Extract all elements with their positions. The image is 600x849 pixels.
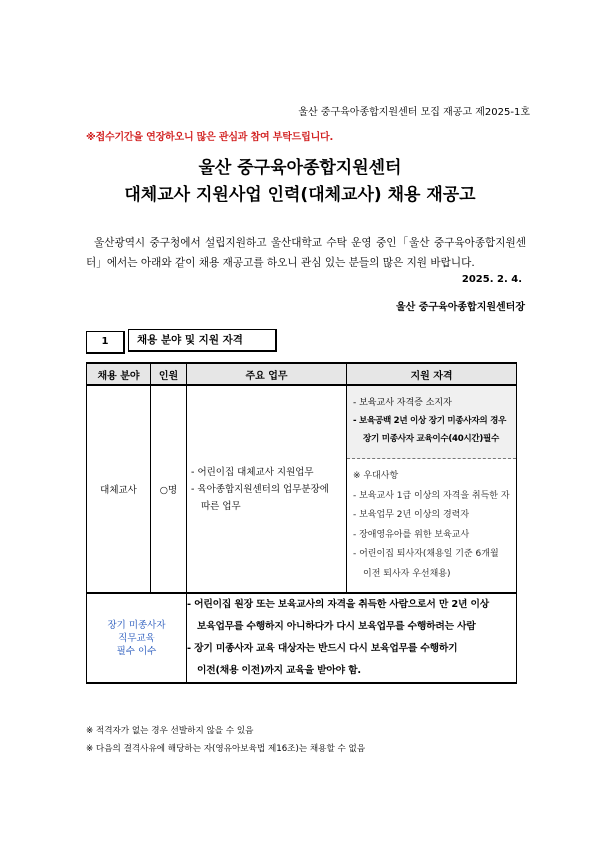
header-qualifications: 지원 자격	[347, 363, 517, 385]
header-count: 인원	[151, 363, 187, 385]
qual-item: - 보육교사 자격증 소지자	[353, 398, 452, 408]
preferred-qualifications	[347, 459, 516, 592]
qual-item: - 보육공백 2년 이상 장기 미종사자의 경우	[353, 416, 507, 426]
intro-paragraph: 울산광역시 중구청에서 설립지원하고 울산대학교 수탁 운영 중인「울산 중구육아종합지원센터」에서는 아래와 같이 채용 재공고를 하오니 관심 있는 분들의 많은 지원 바랍니다.	[86, 237, 526, 269]
detail-line: 이전(채용 이전)까지 교육을 받아야 함.	[197, 665, 361, 676]
qualifications-cell	[347, 385, 517, 593]
preferred-item: - 보육업무 2년 이상의 경력자	[353, 510, 470, 520]
footnote: ※ 다음의 결격사유에 해당하는 자(영유아보육법 제16조)는 채용할 수 없음	[86, 744, 366, 754]
table-row	[87, 593, 517, 683]
page-title-line2: 대체교사 지원사업 인력(대체교사) 채용 재공고	[124, 185, 476, 205]
duty-item: 따른 업무	[201, 500, 241, 512]
required-qualifications	[347, 386, 516, 459]
preferred-item: - 어린이집 퇴사자(채용일 기준 6개월	[353, 549, 499, 559]
long-term-training-details	[187, 593, 517, 683]
count-cell: ○명	[151, 385, 187, 593]
label-line: 필수 이수	[116, 645, 157, 657]
table-header-row	[87, 363, 517, 385]
detail-line: 보육업무를 수행하지 아니하다가 다시 보육업무를 수행하려는 사람	[197, 621, 476, 632]
header-duties: 주요 업무	[187, 363, 347, 385]
label-line: 직무교육	[118, 632, 155, 644]
duty-item: - 육아종합지원센터의 업무분장에	[191, 483, 329, 495]
duty-item: - 어린이집 대체교사 지원업무	[191, 466, 314, 478]
notice-number: 울산 중구육아종합지원센터 모집 재공고 제2025-1호	[298, 107, 530, 118]
deadline-extension-notice: ※접수기간을 연장하오니 많은 관심과 참여 부탁드립니다.	[86, 132, 334, 143]
section-number: 1	[86, 331, 125, 354]
qual-item: 장기 미종사자 교육이수(40시간)필수	[363, 434, 500, 444]
field-cell: 대체교사	[87, 385, 151, 593]
duties-cell	[187, 385, 347, 593]
section-title: 채용 분야 및 지원 자격	[128, 329, 277, 352]
detail-line: - 어린이집 원장 또는 보육교사의 자격을 취득한 사람으로서 만 2년 이상	[187, 599, 489, 610]
preferred-item: - 보육교사 1급 이상의 자격을 취득한 자	[353, 490, 510, 501]
issuing-organization: 울산 중구육아종합지원센터장	[395, 302, 525, 313]
header-field: 채용 분야	[87, 363, 151, 385]
preferred-title: ※ 우대사항	[353, 471, 399, 481]
preferred-item: 이전 퇴사자 우선채용)	[363, 568, 451, 579]
footnote: ※ 적격자가 없는 경우 선발하지 않을 수 있음	[86, 726, 254, 736]
long-term-training-label	[87, 593, 187, 683]
recruitment-table	[86, 362, 517, 684]
label-line: 장기 미종사자	[107, 619, 166, 631]
page-title-line1: 울산 중구육아종합지원센터	[198, 158, 402, 178]
detail-line: - 장기 미종사자 교육 대상자는 반드시 다시 보육업무를 수행하기	[187, 643, 458, 654]
table-row	[87, 385, 517, 593]
preferred-item: - 장애영유아를 위한 보육교사	[353, 529, 470, 540]
notice-date: 2025. 2. 4.	[461, 274, 522, 285]
